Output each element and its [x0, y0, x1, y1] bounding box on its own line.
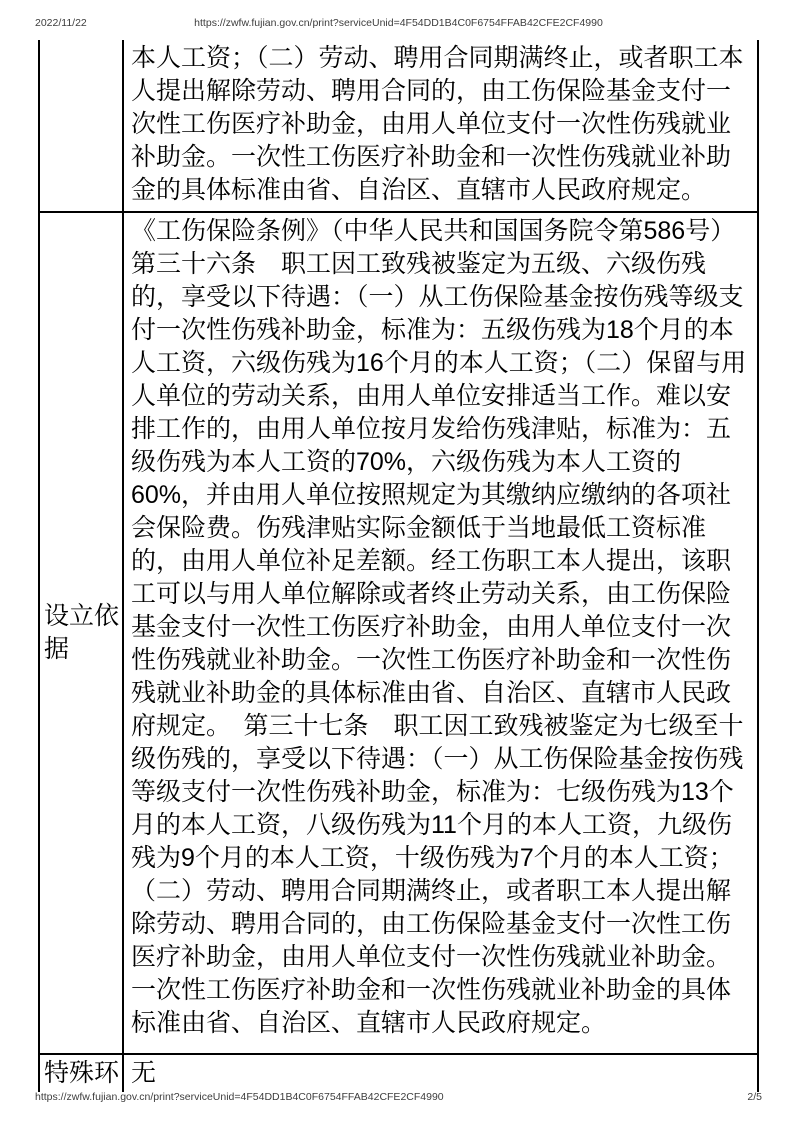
print-date: 2022/11/22 [35, 17, 87, 29]
row-label-special-step: 特殊环 [39, 1054, 123, 1092]
table-row-continued [39, 40, 758, 212]
row-content-continued: 本人工资；（二）劳动、聘用合同期满终止，或者职工本人提出解除劳动、聘用合同的，由工伤保险基金支付一次性工伤医疗补助金，由用人单位支付一次性伤残就业补助金。一次性工伤医疗补助金和一次性伤残就业补助金的具体标准由省、自治区、直辖市人民政府规定。 [123, 40, 758, 212]
row-label-cell-empty [39, 40, 123, 212]
row-content-legal-basis: 《工伤保险条例》（中华人民共和国国务院令第586号）第三十六条 职工因工致残被鉴定为五级、六级伤残的，享受以下待遇：（一）从工伤保险基金按伤残等级支付一次性伤残补助金，标准为：五级伤残为18个月的本人工资，六级伤残为16个月的本人工资；（二）保留与用人单位的劳动关系，由用人单位安排适当工作。难以安排工作的，由用人单位按月发给伤残津贴，标准为：五级伤残为本人工资的70%，六级伤残为本人工资的60%，并由用人单位按照规定为其缴纳应缴纳的各项社会保险费。伤残津贴实际金额低于当地最低工资标准的，由用人单位补足差额。经工伤职工本人提出，该职工可以与用人单位解除或者终止劳动关系，由工伤保险基金支付一次性工伤医疗补助金，由用人单位支付一次性伤残就业补助金。一次性工伤医疗补助金和一次性伤残就业补助金的具体标准由省、自治区、直辖市人民政府规定。 第三十七条 职工因工致残被鉴定为七级至十级伤残的，享受以下待遇：（一）从工伤保险基金按伤残等级支付一次性伤残补助金，标准为：七级伤残为13个月的本人工资，八级伤残为11个月的本人工资，九级伤残为9个月的本人工资，十级伤残为7个月的本人工资；（二）劳动、聘用合同期满终止，或者职工本人提出解除劳动、聘用合同的，由工伤保险基金支付一次性工伤医疗补助金，由用人单位支付一次性伤残就业补助金。一次性工伤医疗补助金和一次性伤残就业补助金的具体标准由省、自治区、直辖市人民政府规定。 [123, 212, 758, 1054]
row-label-legal-basis: 设立依据 [39, 212, 123, 1054]
service-detail-table [38, 40, 759, 1092]
print-footer [35, 1091, 762, 1103]
print-footer-url: https://zwfw.fujian.gov.cn/print?serviceUnid=4F54DD1B4C0F6754FFAB42CFE2CF4990 [35, 1091, 444, 1103]
table-row-legal-basis [39, 212, 758, 1054]
print-header [35, 17, 762, 31]
row-content-special-step: 无 [123, 1054, 758, 1092]
table-row-special-step [39, 1054, 758, 1092]
page-number: 2/5 [747, 1091, 762, 1103]
print-header-url: https://zwfw.fujian.gov.cn/print?serviceUnid=4F54DD1B4C0F6754FFAB42CFE2CF4990 [194, 17, 603, 29]
